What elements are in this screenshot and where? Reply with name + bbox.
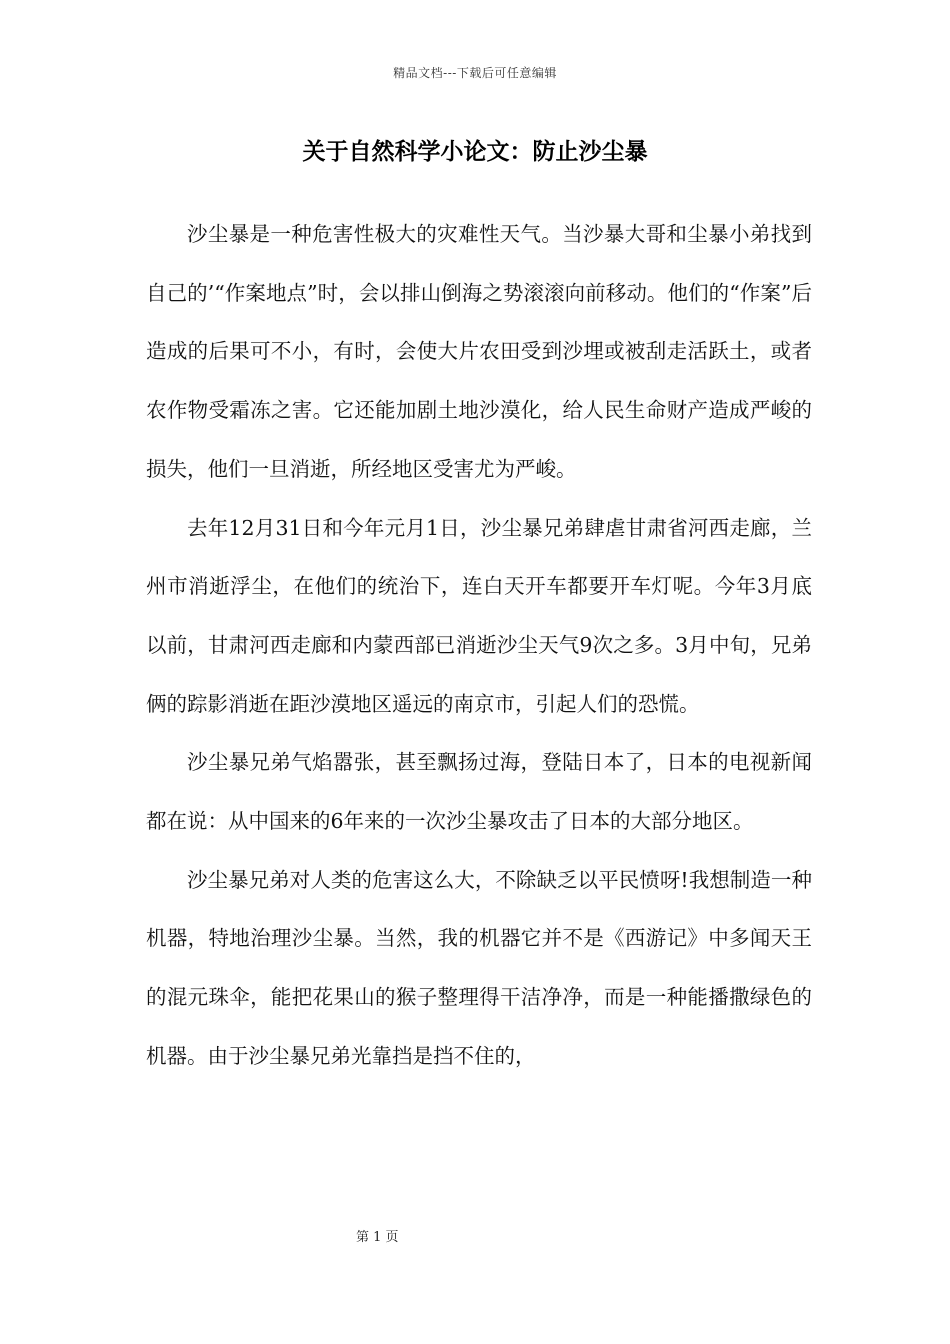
- paragraph-3: 沙尘暴兄弟气焰嚣张，甚至飘扬过海，登陆日本了，日本的电视新闻都在说：从中国来的6年来的一次沙尘暴攻击了日本的大部分地区。: [146, 750, 812, 834]
- paragraph-1: 沙尘暴是一种危害性极大的灾难性天气。当沙暴大哥和尘暴小弟找到自己的’“作案地点”时，会以排山倒海之势滚滚向前移动。他们的“作案”后造成的后果可不小，有时，会使大片农田受到沙埋或被刮走活跃土，或者农作物受霜冻之害。它还能加剧土地沙漠化，给人民生命财产造成严峻的损失，他们一旦消逝，所经地区受害尤为严峻。: [146, 222, 812, 481]
- page-number: 第 1 页: [356, 1230, 399, 1245]
- header-note: 精品文档---下载后可任意编辑: [393, 66, 557, 80]
- paragraph-4: 沙尘暴兄弟对人类的危害这么大，不除缺乏以平民愤呀!我想制造一种机器，特地治理沙尘暴。当然，我的机器它并不是《西游记》中多闻天王的混元珠伞，能把花果山的猴子整理得干洁净净，而是一种能播撒绿色的机器。由于沙尘暴兄弟光靠挡是挡不住的，: [146, 867, 812, 1068]
- paragraph-2: 去年12月31日和今年元月1日，沙尘暴兄弟肆虐甘肃省河西走廊，兰州市消逝浮尘，在他们的统治下，连白天开车都要开车灯呢。今年3月底以前，甘肃河西走廊和内蒙西部已消逝沙尘天气9次之多。3月中旬，兄弟俩的踪影消逝在距沙漠地区遥远的南京市，引起人们的恐慌。: [146, 515, 812, 716]
- document-body: [146, 205, 812, 1086]
- document-title: 关于自然科学小论文：防止沙尘暴: [302, 138, 648, 165]
